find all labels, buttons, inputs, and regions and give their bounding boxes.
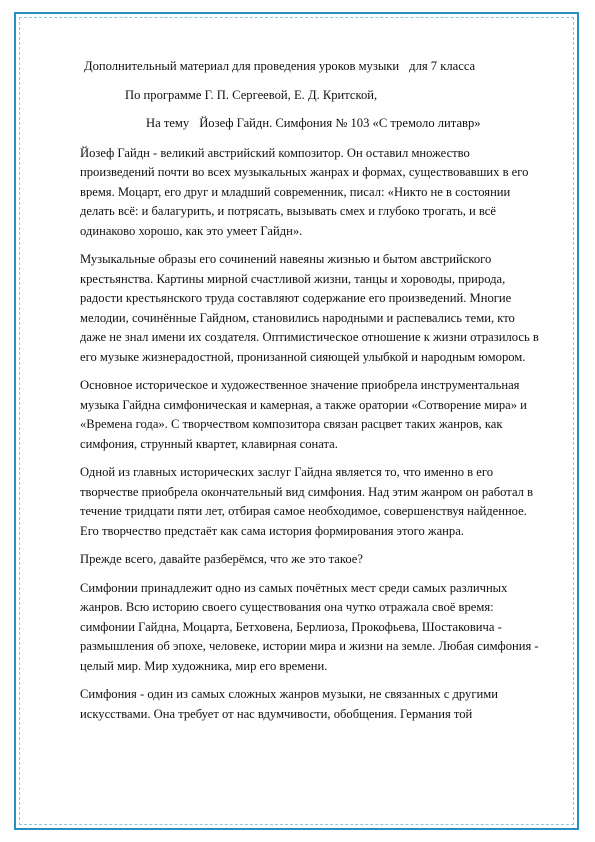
paragraph: Прежде всего, давайте разберёмся, что же это такое?: [80, 552, 363, 566]
paragraph: Одной из главных исторических заслуг Гайдна является то, что именно в его творчестве приобрела окончательный вид симфония. Над этим жанром он работал в течение тридцати пяти лет, отбирая самое необходимое, совершенствуя найденное. Его творчество предстаёт как сама история формирования этого жанра.: [80, 465, 534, 538]
header-program: По программе Г. П. Сергеевой, Е. Д. Критской,: [125, 87, 378, 102]
header-topic: Йозеф Гайдн. Симфония № 103 «С тремоло литавр»: [199, 116, 481, 130]
header-topic-label: На тему: [146, 116, 190, 130]
paragraph: Основное историческое и художественное значение приобрела инструментальная музыка Гайдна симфоническая и камерная, а также оратории «Сотворение мира» и «Времена года». С творчеством композитора связан расцвет таких жанров, как симфония, струнный квартет, клавирная соната.: [80, 378, 527, 451]
document-body: [80, 57, 540, 733]
header-grade: для 7 класса: [409, 59, 476, 73]
paragraph: Симфония - один из самых сложных жанров музыки, не связанных с другими искусствами. Она требует от нас вдумчивости, обобщения. Германия той: [80, 687, 498, 721]
paragraph: Йозеф Гайдн - великий австрийский композитор. Он оставил множество произведений почти во всех музыкальных жанрах и формах, существовавших в его время. Моцарт, его друг и младший современник, писал: «Никто не в состоянии делать всё: и балагурить, и потрясать, вызывать смех и глубоко трогать, и всё одинаково хорошо, как это умеет Гайдн».: [80, 145, 529, 238]
paragraph: Музыкальные образы его сочинений навеяны жизнью и бытом австрийского крестьянства. Картины мирной счастливой жизни, танцы и хороводы, природа, радости крестьянского труда составляют содержание его произведений. Многие мелодии, сочинённые Гайдном, становились народными и распевались теми, кто даже не знал имени их создателя. Оптимистическое отношение к жизни отразилось в его музыке жизнерадостной, пронизанной сияющей улыбкой и народным юмором.: [80, 252, 539, 364]
header-line-3: [146, 114, 540, 134]
paragraph: Симфонии принадлежит одно из самых почётных мест среди самых различных жанров. Всю историю своего существования она чутко отражала своё время: симфонии Гайдна, Моцарта, Бетховена, Берлиоза, Прокофьева, Шостаковича - размышления об эпохе, человеке, истории мира и жизни на земле. Любая симфония - целый мир. Мир художника, мир его времени.: [80, 580, 539, 673]
header-line-1: [84, 57, 540, 77]
header-material-title: Дополнительный материал для проведения уроков музыки: [84, 59, 400, 73]
